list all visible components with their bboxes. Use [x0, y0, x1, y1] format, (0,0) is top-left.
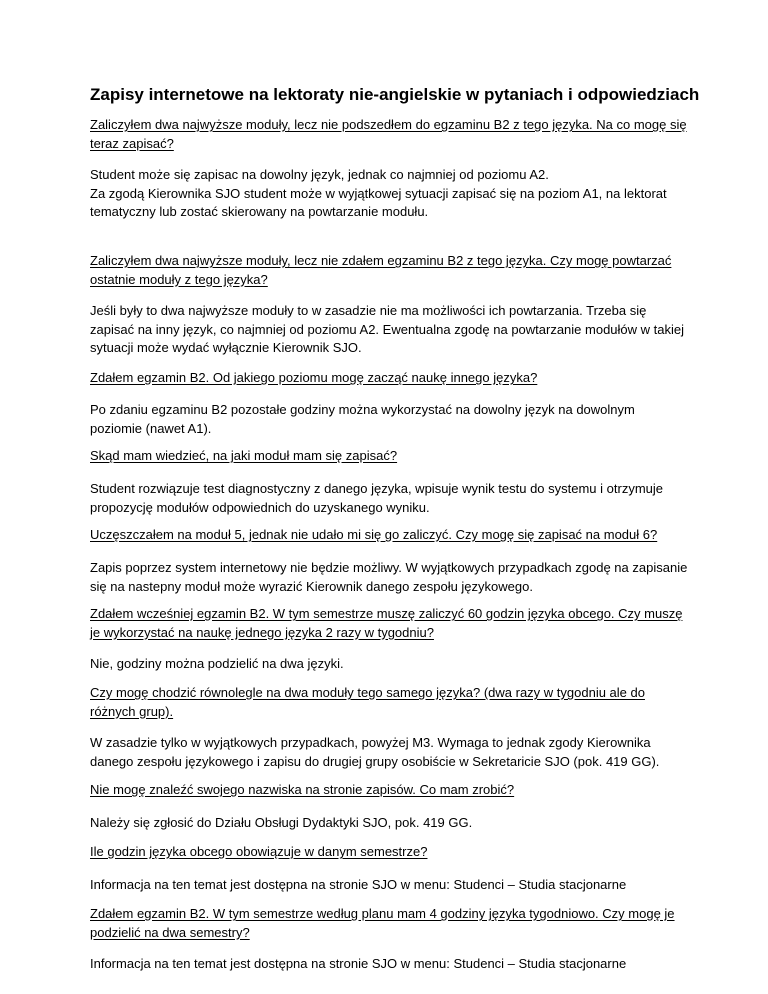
- question-2: Zaliczyłem dwa najwyższe moduły, lecz nie zdałem egzaminu B2 z tego języka. Czy mogę powtarzać ostatnie moduły z tego języka?: [90, 253, 672, 287]
- answer-8: Należy się zgłosić do Działu Obsługi Dydaktyki SJO, pok. 419 GG.: [90, 815, 473, 830]
- answer-3: Po zdaniu egzaminu B2 pozostałe godziny można wykorzystać na dowolny język na dowolnym poziomie (nawet A1).: [90, 402, 635, 436]
- answer-6: Nie, godziny można podzielić na dwa języki.: [90, 656, 344, 671]
- question-1: Zaliczyłem dwa najwyższe moduły, lecz nie podszedłem do egzaminu B2 z tego języka. Na co mogę się teraz zapisać?: [90, 117, 687, 151]
- question-7: Czy mogę chodzić równolegle na dwa moduły tego samego języka? (dwa razy w tygodniu ale do różnych grup).: [90, 685, 645, 719]
- answer-7: W zasadzie tylko w wyjątkowych przypadkach, powyżej M3. Wymaga to jednak zgody Kierownika danego zespołu językowego i zapisu do drugiej grupy osobiście w Sekretaricie SJO (pok. 419 GG).: [90, 735, 660, 769]
- question-6: Zdałem wcześniej egzamin B2. W tym semestrze muszę zaliczyć 60 godzin języka obcego. Czy muszę je wykorzystać na naukę jednego języka 2 razy w tygodniu?: [90, 606, 683, 640]
- question-9: Ile godzin języka obcego obowiązuje w danym semestrze?: [90, 844, 428, 859]
- answer-9: Informacja na ten temat jest dostępna na stronie SJO w menu: Studenci – Studia stacjonarne: [90, 877, 627, 892]
- answer-4: Student rozwiązuje test diagnostyczny z danego języka, wpisuje wynik testu do systemu i otrzymuje propozycję modułów odpowiednich do uzyskanego wyniku.: [90, 481, 663, 515]
- question-5: Uczęszczałem na moduł 5, jednak nie udało mi się go zaliczyć. Czy mogę się zapisać na moduł 6?: [90, 527, 658, 542]
- question-10: Zdałem egzamin B2. W tym semestrze według planu mam 4 godziny języka tygodniowo. Czy mogę je podzielić na dwa semestry?: [90, 906, 675, 940]
- answer-5: Zapis poprzez system internetowy nie będzie możliwy. W wyjątkowych przypadkach zgodę na zapisanie się na nastepny moduł może wyrazić Kierownik danego zespołu językowego.: [90, 560, 688, 594]
- answer-2: Jeśli były to dwa najwyższe moduły to w zasadzie nie ma możliwości ich powtarzania. Trzeba się zapisać na inny język, co najmniej od poziomu A2. Ewentualna zgodę na powtarzanie modułów w takiej sytuacji może wydać wyłącznie Kierownik SJO.: [90, 303, 685, 355]
- question-8: Nie mogę znaleźć swojego nazwiska na stronie zapisów. Co mam zrobić?: [90, 782, 515, 797]
- question-3: Zdałem egzamin B2. Od jakiego poziomu mogę zacząć naukę innego języka?: [90, 370, 538, 385]
- page-title: Zapisy internetowe na lektoraty nie-angielskie w pytaniach i odpowiedziach: [90, 85, 700, 104]
- answer-10: Informacja na ten temat jest dostępna na stronie SJO w menu: Studenci – Studia stacjonarne: [90, 956, 627, 971]
- question-4: Skąd mam wiedzieć, na jaki moduł mam się zapisać?: [90, 448, 398, 463]
- answer-1: Student może się zapisac na dowolny język, jednak co najmniej od poziomu A2. Za zgodą Kierownika SJO student może w wyjątkowej sytuacji zapisać się na poziom A1, na lektorat tematyczny lub zostać skierowany na powtarzanie modułu.: [90, 167, 667, 219]
